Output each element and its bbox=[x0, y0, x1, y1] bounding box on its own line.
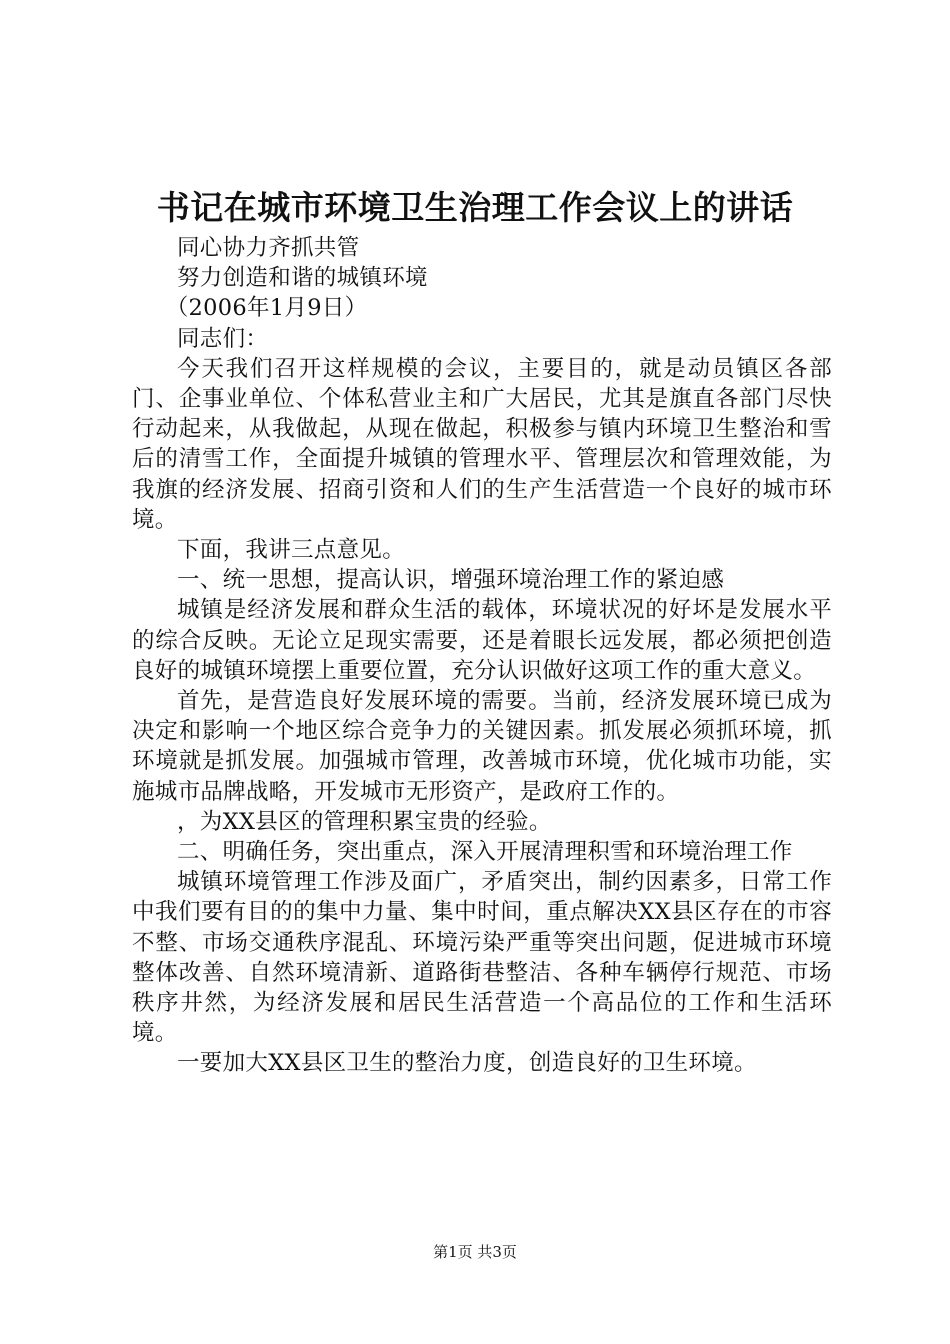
section-heading-2: 二、明确任务，突出重点，深入开展清理积雪和环境治理工作 bbox=[177, 839, 793, 866]
paragraph: ，为XX县区的管理积累宝贵的经验。 bbox=[177, 808, 552, 835]
paragraph: 城镇环境管理工作涉及面广，矛盾突出，制约因素多，日常工作中我们要有目的的集中力量、集中时间，重点解决XX县区存在的市容不整、市场交通秩序混乱、环境污染严重等突出问题，促进城市环境整体改善、自然环境清新、道路街巷整洁、各种车辆停行规范、市场秩序井然，为经济发展和居民生活营造一个高品位的工作和生活环境。 bbox=[132, 869, 832, 1047]
speech-date: （2006年1月9日） bbox=[165, 295, 368, 322]
paragraph: 首先，是营造良好发展环境的需要。当前，经济发展环境已成为决定和影响一个地区综合竞争力的关键因素。抓发展必须抓环境，抓环境就是抓发展。加强城市管理，改善城市环境，优化城市功能，实施城市品牌战略，开发城市无形资产，是政府工作的。 bbox=[132, 688, 832, 805]
paragraph: 今天我们召开这样规模的会议，主要目的，就是动员镇区各部门、企事业单位、个体私营业主和广大居民，尤其是旗直各部门尽快行动起来，从我做起，从现在做起，积极参与镇内环境卫生整治和雪后的清雪工作，全面提升城镇的管理水平、管理层次和管理效能，为我旗的经济发展、招商引资和人们的生产生活营造一个良好的城市环境。 bbox=[132, 355, 832, 533]
subtitle-line-1: 同心协力齐抓共管 bbox=[177, 235, 360, 261]
subtitle-line-2: 努力创造和谐的城镇环境 bbox=[177, 265, 428, 292]
page-number-footer: 第1页 共3页 bbox=[433, 1243, 517, 1261]
paragraph: 城镇是经济发展和群众生活的载体，环境状况的好坏是发展水平的综合反映。无论立足现实需要，还是着眼长远发展，都必须把创造良好的城镇环境摆上重要位置，充分认识做好这项工作的重大意义。 bbox=[132, 597, 832, 684]
document-body bbox=[132, 233, 832, 1079]
section-heading-1: 一、统一思想，提高认识，增强环境治理工作的紧迫感 bbox=[177, 567, 725, 594]
paragraph: 一要加大XX县区卫生的整治力度，创造良好的卫生环境。 bbox=[177, 1050, 757, 1077]
paragraph: 下面，我讲三点意见。 bbox=[177, 537, 406, 564]
document-title: 书记在城市环境卫生治理工作会议上的讲话 bbox=[156, 188, 794, 227]
salutation: 同志们： bbox=[177, 325, 269, 352]
